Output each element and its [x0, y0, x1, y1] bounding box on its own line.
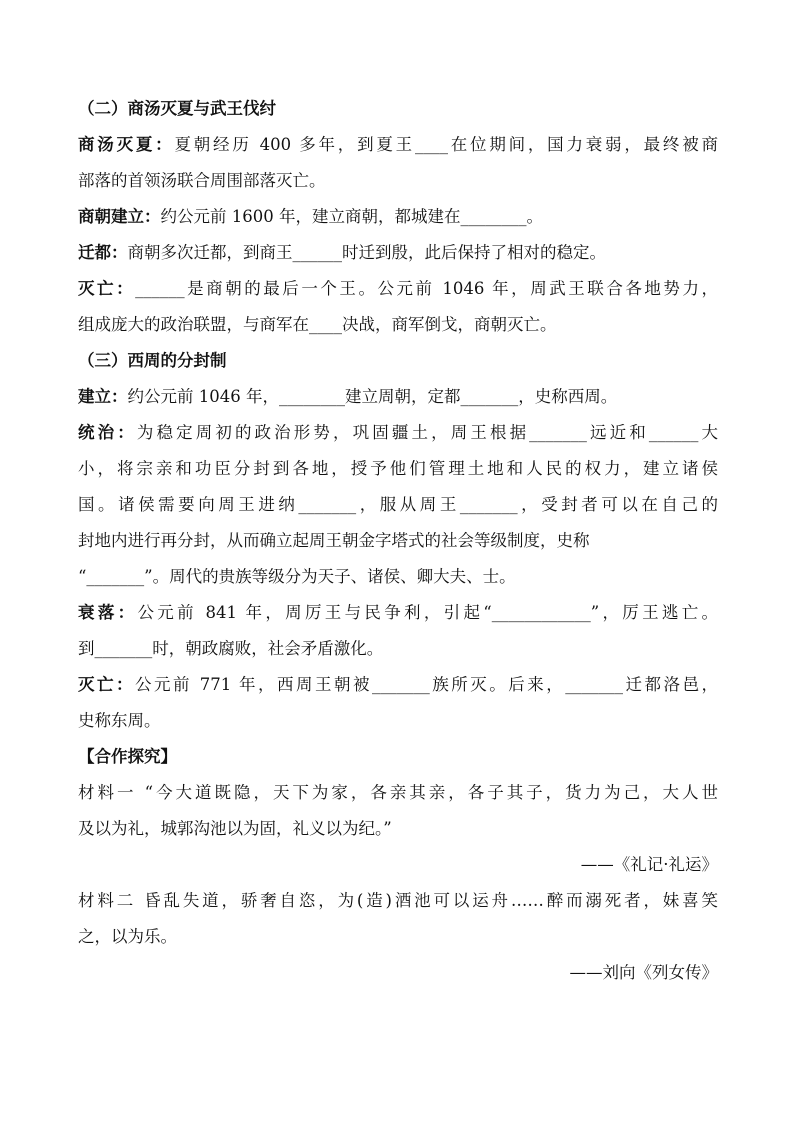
- paragraph-shang-destroys-xia: [78, 127, 718, 199]
- text-line: 及以为礼，城郭沟池以为固，礼义以为纪。”: [78, 819, 392, 838]
- section-cooperative-inquiry: [78, 739, 718, 991]
- line-text: 商朝多次迁都，到商王______时迁到殷，此后保持了相对的稳定。: [127, 243, 606, 262]
- line-text: 公元前 841 年，周厉王与民争利，引起“____________”，厉王逃亡。: [137, 603, 719, 622]
- material-source: ——《礼记·礼运》: [580, 855, 718, 874]
- line-text: 约公元前 1046 年，________建立周朝，定都_______，史称西周。: [127, 387, 618, 406]
- text-line: [78, 235, 718, 271]
- term-label: 迁都：: [78, 243, 128, 262]
- text-line: 小，将宗亲和功臣分封到各地，授予他们管理土地和人民的权力，建立诸侯: [78, 459, 718, 478]
- text-line: [78, 199, 718, 235]
- text-line: [78, 667, 718, 703]
- term-label: 建立：: [78, 387, 128, 406]
- paragraph-shang-fall: [78, 271, 718, 343]
- term-label: 统治：: [78, 423, 137, 442]
- text-line: 材料二 昏乱失道，骄奢自恣，为(造)酒池可以运舟……醉而溺死者，妹喜笑: [78, 891, 718, 910]
- text-line: 组成庞大的政治联盟，与商军在____决战，商军倒戈，商朝灭亡。: [78, 315, 557, 334]
- line-text: 约公元前 1600 年，建立商朝，都城建在________。: [160, 207, 543, 226]
- paragraph-shang-founding: [78, 199, 718, 235]
- paragraph-capital-move: [78, 235, 718, 271]
- section-heading: （三）西周的分封制: [78, 351, 227, 370]
- section-shang-xia: [78, 91, 718, 343]
- text-line: 封地内进行再分封，从而确立起周王朝金字塔式的社会等级制度，史称: [78, 531, 590, 550]
- text-line: “_______”。周代的贵族等级分为天子、诸侯、卿大夫、士。: [78, 567, 516, 586]
- text-line: 部落的首领汤联合周围部落灭亡。: [78, 171, 326, 190]
- paragraph-zhou-decline: [78, 595, 718, 667]
- paragraph-zhou-rule: [78, 415, 718, 595]
- line-text: 公元前 771 年，西周王朝被_______族所灭。后来，_______迁都洛邑，: [135, 675, 719, 694]
- text-line: 到_______时，朝政腐败，社会矛盾激化。: [78, 639, 384, 658]
- material-two: [78, 883, 718, 991]
- section-heading: （二）商汤灭夏与武王伐纣: [78, 99, 276, 118]
- material-one: [78, 775, 718, 883]
- term-label: 灭亡：: [78, 279, 136, 298]
- paragraph-zhou-fall: [78, 667, 718, 739]
- term-label: 商朝建立：: [78, 207, 161, 226]
- term-label: 灭亡：: [78, 675, 136, 694]
- paragraph-zhou-founding: [78, 379, 718, 415]
- material-source: ——刘向《列女传》: [569, 963, 718, 982]
- text-line: [78, 415, 718, 451]
- section-western-zhou: [78, 343, 718, 739]
- text-line: [78, 379, 718, 415]
- line-text: 夏朝经历 400 多年，到夏王____在位期间，国力衰弱，最终被商: [174, 135, 719, 154]
- term-label: 衰落：: [78, 603, 138, 622]
- term-label: 商汤灭夏：: [78, 135, 175, 154]
- text-line: [78, 127, 718, 163]
- text-line: 材料一 “今大道既隐，天下为家，各亲其亲，各子其子，货力为己，大人世: [78, 783, 718, 802]
- section-heading: 【合作探究】: [78, 747, 177, 766]
- text-line: [78, 595, 718, 631]
- line-text: ______是商朝的最后一个王。公元前 1046 年，周武王联合各地势力，: [135, 279, 719, 298]
- line-text: 为稳定周初的政治形势，巩固疆土，周王根据_______远近和______大: [136, 423, 719, 442]
- text-line: 国。诸侯需要向周王进纳_______，服从周王_______，受封者可以在自己的: [78, 495, 718, 514]
- text-line: 史称东周。: [78, 711, 161, 730]
- text-line: [78, 271, 718, 307]
- text-line: 之，以为乐。: [78, 927, 177, 946]
